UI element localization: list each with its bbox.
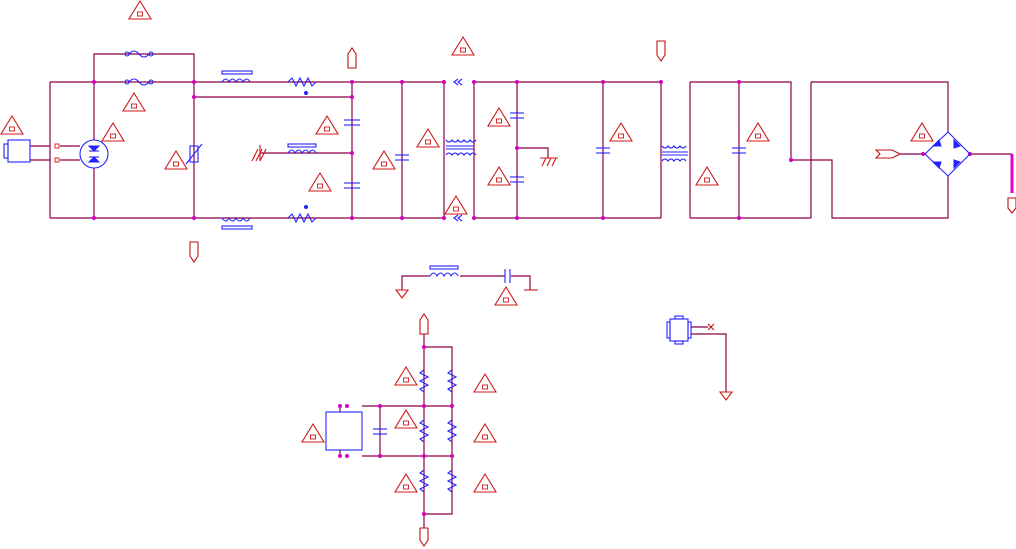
port-output[interactable] — [1008, 198, 1016, 213]
port-top-left[interactable] — [348, 48, 356, 68]
warning-icon[interactable] — [610, 123, 632, 141]
resistor-bottom-rail[interactable] — [288, 206, 316, 223]
warning-markers[interactable] — [1, 1, 933, 492]
input-connector[interactable] — [4, 140, 59, 162]
chassis-ground-mid — [540, 158, 558, 166]
warning-icon[interactable] — [395, 367, 417, 385]
filter-capacitor[interactable] — [505, 269, 510, 283]
middle-inductor[interactable] — [288, 144, 316, 153]
port-bridge-input[interactable] — [876, 150, 900, 158]
surge-protector[interactable] — [80, 140, 108, 168]
warning-icon[interactable] — [747, 123, 769, 141]
warning-icon[interactable] — [395, 474, 417, 492]
common-mode-choke-bottom[interactable] — [222, 218, 252, 229]
warning-icon[interactable] — [102, 123, 124, 141]
polarity-marks-top — [454, 79, 462, 85]
aux-wires — [691, 327, 726, 392]
filter-ground — [396, 290, 538, 298]
no-connect-mark — [708, 324, 714, 330]
warning-icon[interactable] — [373, 151, 395, 169]
port-ladder-top[interactable] — [420, 314, 428, 334]
warning-icon[interactable] — [696, 167, 718, 185]
sense-ic[interactable] — [326, 412, 362, 450]
warning-icon[interactable] — [123, 93, 145, 111]
warning-icon[interactable] — [474, 424, 496, 442]
warning-icon[interactable] — [309, 173, 331, 191]
warning-icon[interactable] — [129, 1, 151, 19]
warning-icon[interactable] — [395, 410, 417, 428]
chassis-ground-left — [252, 145, 266, 161]
transformer-2[interactable] — [662, 146, 688, 161]
polarity-marks-bottom — [454, 215, 462, 221]
warning-icon[interactable] — [1, 116, 23, 134]
fuse-upper[interactable] — [125, 51, 153, 57]
warning-icon[interactable] — [474, 474, 496, 492]
warning-icon[interactable] — [302, 424, 324, 442]
aux-ground — [720, 392, 732, 400]
warning-icon[interactable] — [452, 37, 474, 55]
ladder-resistors[interactable] — [420, 370, 456, 492]
main-wires — [30, 54, 1012, 218]
warning-icon[interactable] — [417, 129, 439, 147]
filter-inductor[interactable] — [430, 266, 458, 276]
junction-dots — [92, 80, 972, 220]
warning-icon[interactable] — [474, 374, 496, 392]
port-top-mid[interactable] — [657, 41, 665, 61]
warning-icon[interactable] — [445, 196, 467, 214]
resistor-ladder-wires — [340, 334, 452, 528]
warning-icon[interactable] — [488, 167, 510, 185]
warning-icon[interactable] — [165, 151, 187, 169]
resistor-top-rail[interactable] — [288, 78, 316, 95]
aux-connector[interactable] — [667, 316, 691, 344]
fuse-lower[interactable] — [125, 79, 153, 85]
port-bottom-left[interactable] — [190, 242, 198, 262]
common-mode-choke-top[interactable] — [222, 71, 252, 82]
warning-icon[interactable] — [911, 123, 933, 141]
lower-filter-wires — [402, 276, 530, 290]
warning-icon[interactable] — [316, 116, 338, 134]
transformer-1[interactable] — [446, 140, 476, 155]
warning-icon[interactable] — [495, 287, 517, 305]
port-ladder-bottom[interactable] — [420, 528, 428, 546]
warning-icon[interactable] — [488, 108, 510, 126]
